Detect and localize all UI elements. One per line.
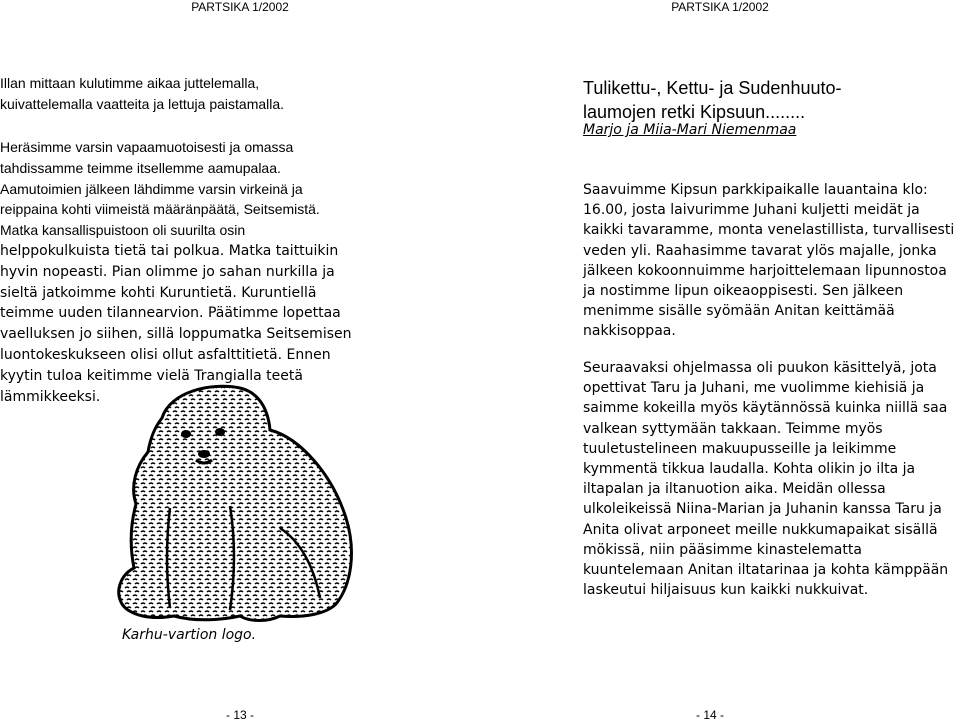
page-header-left: PARTSIKA 1/2002 [191,0,289,14]
text-line: laskeutui hiljaisuus kun kaikki nukkuivat. [583,582,869,599]
left-paragraph-1 [0,73,284,115]
text-line: kymmentä tikkua laudalla. Kohta olikin jo ilta ja [583,461,916,478]
text-line: sieltä jatkoimme kohti Kuruntietä. Kuruntiellä [0,284,317,301]
text-line: Matka kansallispuistoon oli suurilta osin [0,222,246,239]
page-number-left: - 13 - [225,708,254,722]
text-line: saimme kokeilla myös käytännössä kuinka niillä saa [583,400,948,417]
text-line: kuivattelemalla vaatteita ja lettuja paistamalla. [0,95,285,112]
text-line: valkean syttymään takkaan. Teimme myös [583,420,883,437]
text-line: tahdissamme teimme itsellemme aamupalaa. [0,159,281,176]
left-paragraph-2 [0,137,352,407]
text-line: veden yli. Raahasimme tavarat ylös majalle, jonka [583,242,937,259]
text-line: 16.00, josta laivurimme Juhani kuljetti meidät ja [583,202,920,219]
text-line: kuuntelemaan Anitan iltatarinaa ja kohta kämppään [583,562,949,579]
text-line: iltapalan ja iltanuotion aika. Meidän ollessa [583,481,886,498]
text-line: Anita olivat arponeet meille nukkumapaikat sisällä [583,521,938,538]
text-line: ulkoleikeissä Niina-Marian ja Juhanin kanssa Taru ja [583,501,942,518]
text-line: luontokeskukseen olisi ollut asfalttitietä. Ennen [0,346,331,363]
title-line: laumojen retki Kipsuun........ [583,102,806,122]
page-header-right: PARTSIKA 1/2002 [671,0,769,14]
text-line: kyytin tuloa keitimme vielä Trangialla teetä [0,367,303,384]
right-paragraph-1 [583,180,954,342]
article-title [583,76,841,124]
text-line: helppokulkuista tietä tai polkua. Matka taittuikin [0,242,339,259]
bear-caption: Karhu-vartion logo. [122,627,257,643]
text-line: hyvin nopeasti. Pian olimme jo sahan nurkilla ja [0,263,335,280]
text-line: nakkisoppaa. [583,323,676,340]
text-line: menimme sisälle syömään Anitan keittämää [583,303,895,320]
text-line: mökissä, niin pääsimme kinastelematta [583,541,862,558]
title-line: Tulikettu-, Kettu- ja Sudenhuuto- [583,78,842,98]
text-line: reippaina kohti viimeistä määränpäätä, Seitsemistä. [0,201,320,218]
text-line: Saavuimme Kipsun parkkipaikalle lauantaina klo: [583,182,928,198]
text-line: vaelluksen jo siihen, sillä loppumatka Seitsemisen [0,326,352,343]
page-number-right: - 14 - [695,708,724,722]
text-line: Illan mittaan kulutimme aikaa juttelemalla, [0,75,260,91]
right-paragraph-2 [583,358,948,600]
text-line: Heräsimme varsin vapaamuotoisesti ja omassa [0,139,294,155]
bear-illustration [100,378,360,626]
article-authors: Marjo ja Miia-Mari Niemenmaa [583,122,797,138]
text-line: jälkeen kokoonnuimme harjoittelemaan lipunnostoa [583,262,947,279]
text-line: ja nostimme lipun oikeaoppisesti. Sen jälkeen [583,283,904,300]
text-line: opettivat Taru ja Juhani, me vuolimme kiehisiä ja [583,380,925,397]
text-line: Seuraavaksi ohjelmassa oli puukon käsittelyä, jota [583,360,937,376]
text-line: lämmikkeeksi. [0,388,101,405]
text-line: teimme uuden tilannearvion. Päätimme lopettaa [0,305,341,322]
text-line: Aamutoimien jälkeen lähdimme varsin virkeinä ja [0,180,303,197]
text-line: kaikki tavaramme, monta venelastillista, turvallisesti [583,222,955,239]
text-line: tuuletustelineen makuupusseille ja leikimme [583,440,897,457]
